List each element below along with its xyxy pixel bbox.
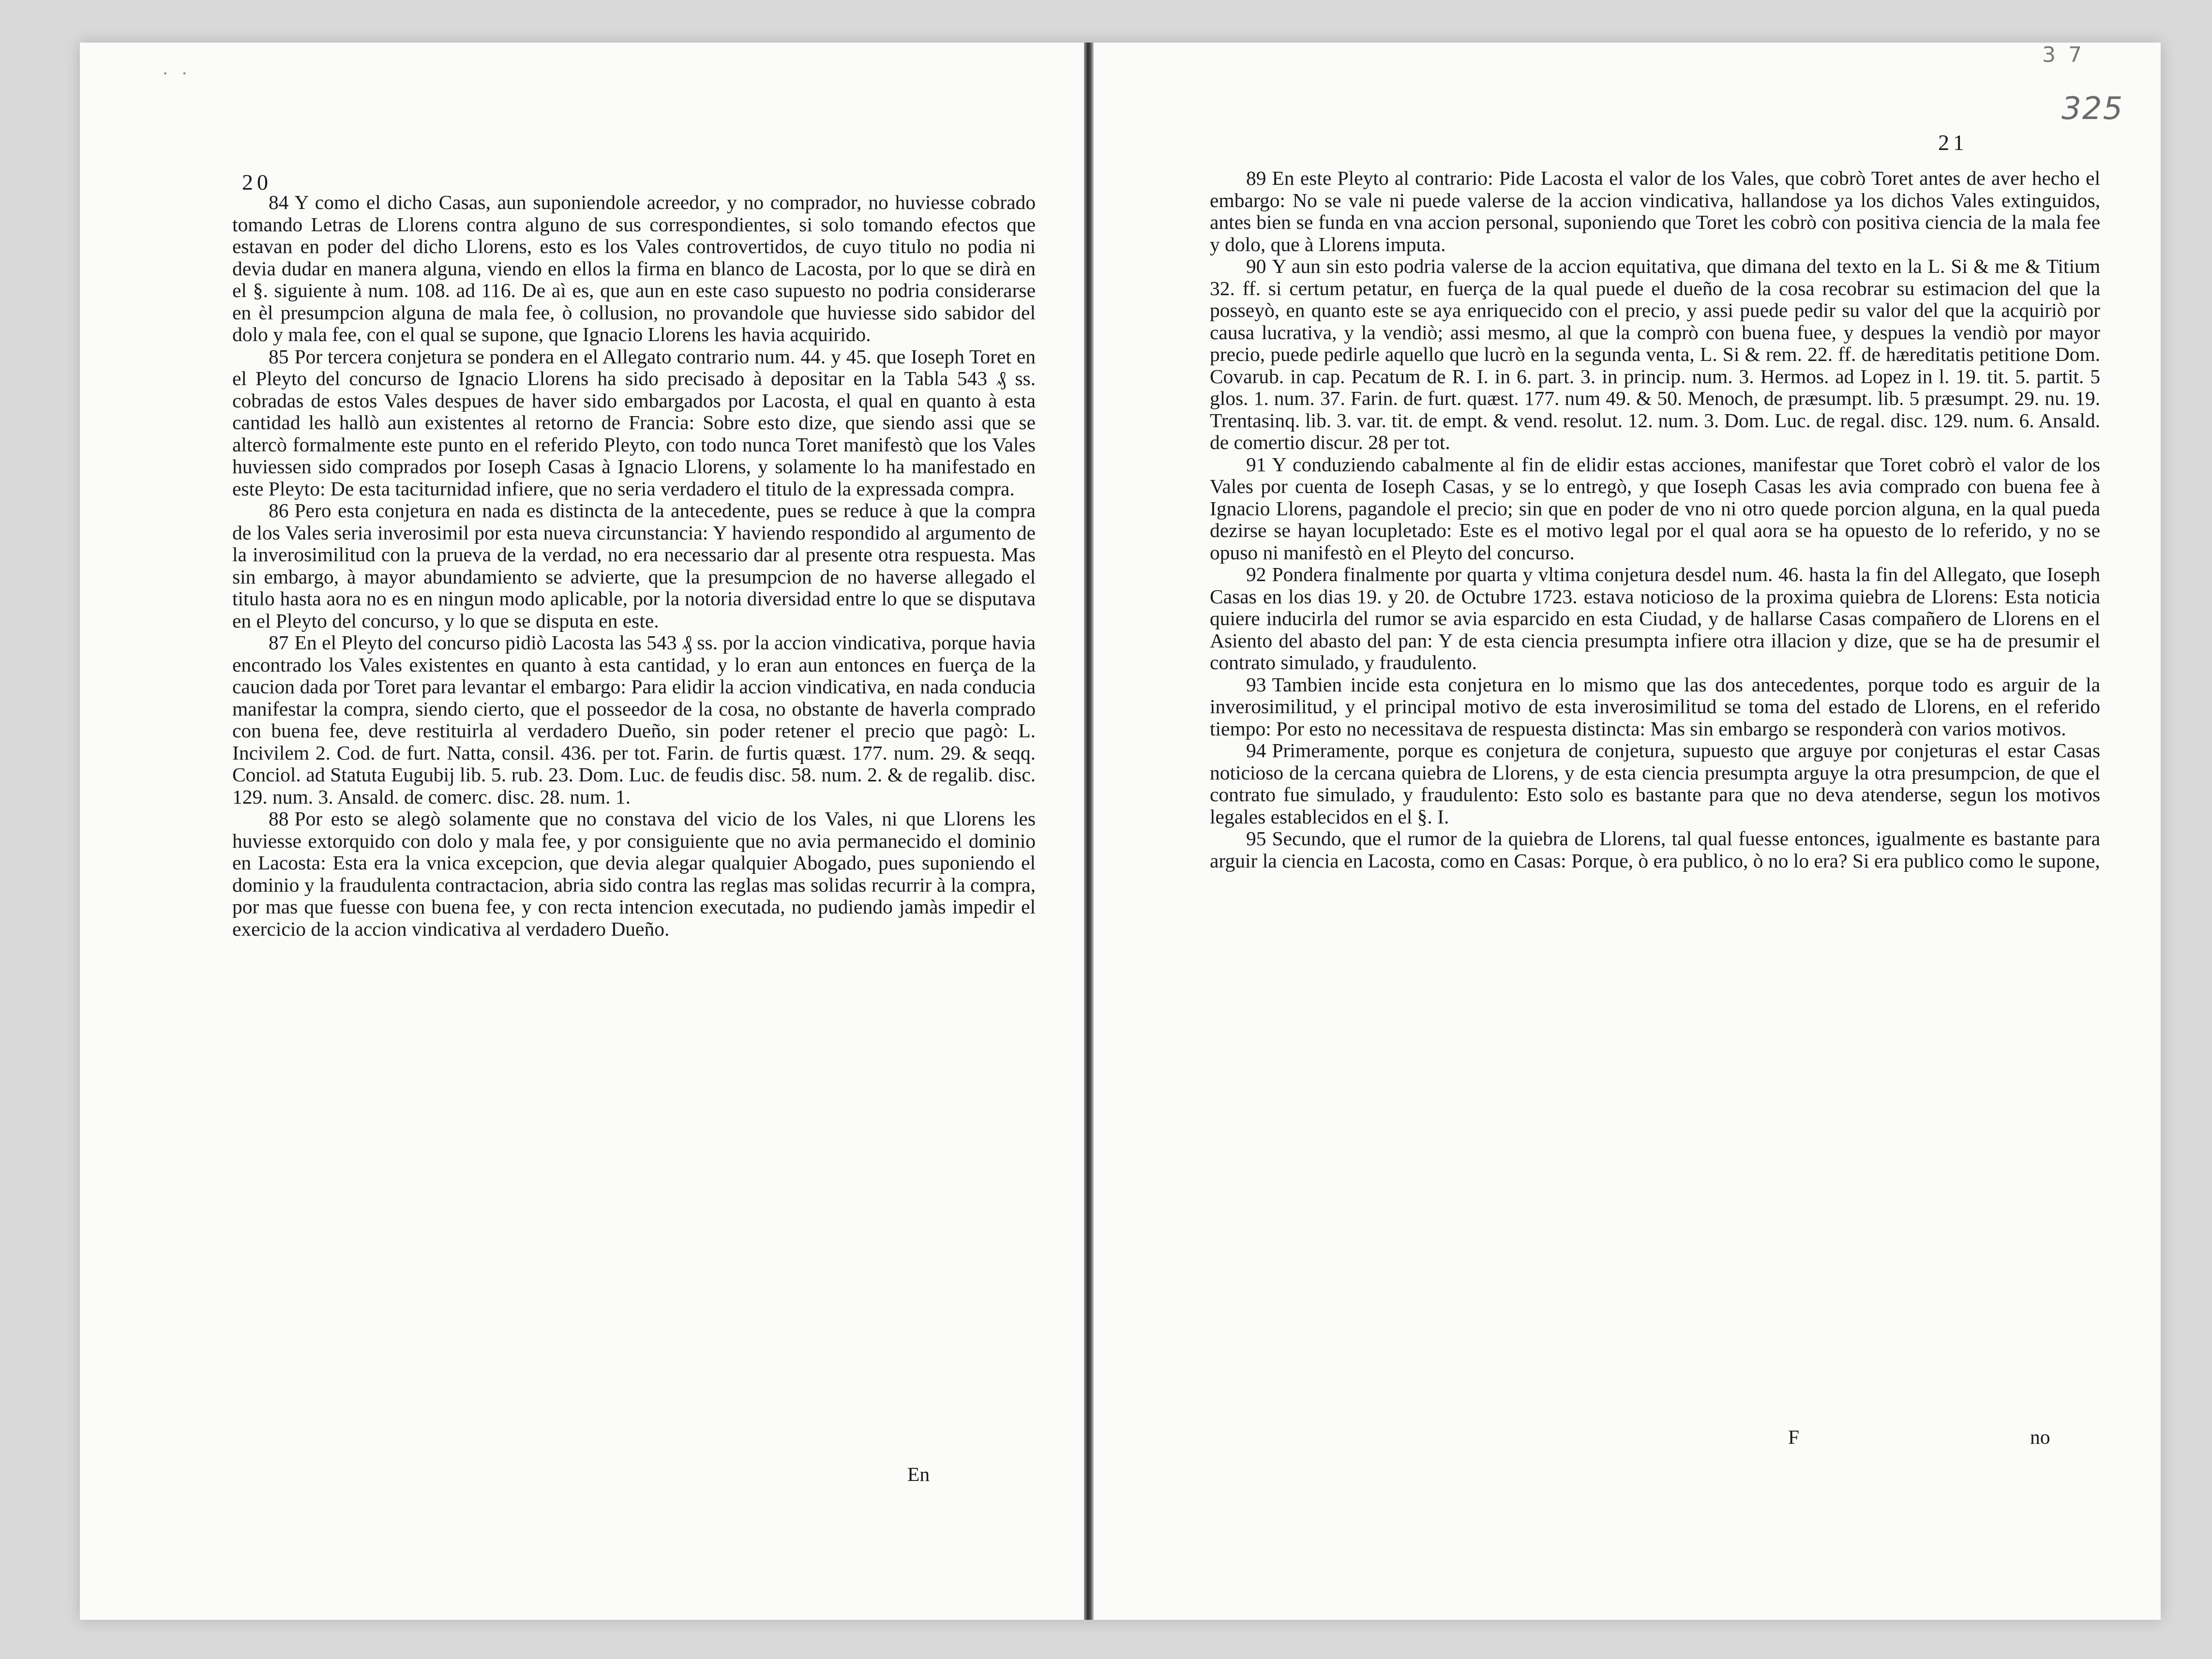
paragraph-number: 93 <box>1246 673 1266 696</box>
left-page-text <box>232 192 1036 940</box>
paragraph-text: Tambien incide esta conjetura en lo mismo que las dos antecedentes, porque todo es arguir de la inverosimilitud, y el principal motivo de esta inverosimilitud se toma del estado de Llorens, en el referido tiempo: Por esto no necessitava de respuesta distincta: Mas sin embargo se responderà con varios motivos. <box>1210 673 2100 740</box>
page-number: 20 <box>242 170 272 194</box>
paragraph <box>1210 740 2100 828</box>
paragraph-number: 92 <box>1246 563 1266 585</box>
paragraph-number: 87 <box>269 631 289 654</box>
catchword: En <box>907 1463 930 1485</box>
paragraph-number: 86 <box>269 499 289 522</box>
paragraph-text: Pondera finalmente por quarta y vltima conjetura desdel num. 46. hasta la fin del Allegato, que Ioseph Casas en los dias 19. y 20. de Octubre 1723. estava noticioso de la proxima quiebra de Llorens: Esta noticia quiere inducirla del rumor se avia esparcido en esta Ciudad, y de hallarse Casas compañero de Llorens en el Asiento del abasto del pan: Y de esta ciencia presumpta infiere otra illacion y dize, que se ha de presumir el contrato simulado, y fraudulento. <box>1210 563 2100 673</box>
corner-mark: · · <box>162 62 192 84</box>
paragraph-number: 95 <box>1246 827 1266 850</box>
paragraph-text: Y conduziendo cabalmente al fin de elidir estas acciones, manifestar que Toret cobrò el valor de los Vales por cuenta de Ioseph Casas, y se lo entregò, y que Ioseph Casas les avia comprado con buena fee à Ignacio Llorens, pagandole el precio; sin que en poder de vno ni otro quede porcion alguna, en la qual pueda dezirse se hayan locupletado: Este es el motivo legal por el qual aora se ha opuesto de lo referido, y no se opuso ni manifestò en el Pleyto del concurso. <box>1210 453 2100 564</box>
paragraph-text: En el Pleyto del concurso pidiò Lacosta las 543 ₰ ss. por la accion vindicativa, porque havia encontrado los Vales existentes en quanto à esta cantidad, y lo eran aun entonces en fuerça de la caucion dada por Toret para levantar el embargo: Para elidir la accion vindicativa, en nada conducia manifestar la compra, siendo cierto, que el posseedor de la cosa, no obstante de haverla comprado con buena fee, deve restituirla al verdadero Dueño, sin poder retener el precio que pagò: L. Incivilem 2. Cod. de furt. Natta, consil. 436. per tot. Farin. de furtis quæst. 177. num. 29. & seqq. Conciol. ad Statuta Eugubij lib. 5. rub. 23. Dom. Luc. de feudis disc. 58. num. 2. & de regalib. disc. 129. num. 3. Ansald. de comerc. disc. 28. num. 1. <box>232 631 1036 808</box>
paragraph <box>1210 167 2100 255</box>
paragraph-text: En este Pleyto al contrario: Pide Lacosta el valor de los Vales, que cobrò Toret antes de aver hecho el embargo: No se vale ni puede valerse de la accion vindicativa, hallandose ya los dichos Vales extinguidos, antes bien se funda en vna accion personal, suponiendo que Toret les cobrò con positiva ciencia de la mala fee y dolo, que à Llorens imputa. <box>1210 167 2100 255</box>
paragraph <box>1210 564 2100 674</box>
paragraph <box>232 192 1036 346</box>
paragraph-number: 89 <box>1246 167 1266 189</box>
document-spread <box>80 43 2161 1620</box>
paragraph-text: Por esto se alegò solamente que no constava del vicio de los Vales, ni que Llorens les huviesse extorquido con dolo y mala fee, y por consiguiente que no avia permanecido el dominio en Lacosta: Esta era la vnica excepcion, que devia alegar qualquier Abogado, pues suponiendo el dominio y la fraudulenta contractacion, abria sido contra las reglas mas solidas recurrir à la compra, por mas que fuesse con buena fee, y con recta intencion executada, no pudiendo jamàs impedir el exercicio de la accion vindicativa al verdadero Dueño. <box>232 807 1036 940</box>
paragraph <box>1210 255 2100 454</box>
paragraph-text: Por tercera conjetura se pondera en el Allegato contrario num. 44. y 45. que Ioseph Toret en el Pleyto del concurso de Ignacio Llorens ha sido precisado à depositar en la Tabla 543 ₰ ss. cobradas de estos Vales despues de haver sido embargados por Lacosta, el qual en quanto à esta cantidad les hallò aun existentes al retorno de Francia: Sobre esto dize, que siendo assi que se altercò formalmente este punto en el referido Pleyto, con todo nunca Toret manifestò que los Vales huviessen sido comprados por Ioseph Casas à Ignacio Llorens, y solamente lo ha manifestado en este Pleyto: De esta taciturnidad infiere, que no seria verdadero el titulo de la expressada compra. <box>232 345 1036 500</box>
right-page <box>1094 43 2161 1620</box>
book-gutter <box>1084 43 1094 1620</box>
left-page <box>80 43 1084 1620</box>
paragraph <box>232 346 1036 500</box>
paragraph-number: 88 <box>269 807 289 830</box>
signature-mark: F <box>1788 1426 1800 1448</box>
paragraph-number: 94 <box>1246 739 1266 762</box>
paragraph <box>232 808 1036 940</box>
paragraph <box>1210 828 2100 872</box>
folio-number: 325 <box>2062 91 2124 127</box>
paragraph-text: Y como el dicho Casas, aun suponiendole acreedor, y no comprador, no huviesse cobrado tomando Letras de Llorens contra alguno de sus correspondientes, si solo tomando efectos que estavan en poder del dicho Llorens, esto es los Vales controvertidos, de cuyo titulo no podia ni devia dudar en manera alguna, viendo en ellos la firma en blanco de Lacosta, por lo que se dirà en el §. siguiente à num. 108. ad 116. De aì es, que aun en este caso supuesto no podria considerarse en èl presumpcion alguna de mala fee, ò collusion, no provandole que huviesse sido sabidor del dolo y mala fee, con el qual se supone, que Ignacio Llorens les havia acquirido. <box>232 191 1036 345</box>
paragraph-number: 90 <box>1246 255 1266 277</box>
folio-top-mark: 3 7 <box>2042 43 2085 67</box>
paragraph-text: Primeramente, porque es conjetura de conjetura, supuesto que arguye por conjeturas el estar Casas noticioso de la cercana quiebra de Llorens, y de esta ciencia presumpta arguye la otra presumpcion, de que el contrato fue simulado, y fraudulento: Esto solo es bastante para que no deva atenderse, segun los motivos legales establecidos en el §. I. <box>1210 739 2100 828</box>
paragraph-text: Pero esta conjetura en nada es distincta de la antecedente, pues se reduce à que la compra de los Vales seria inverosimil por esta nueva circunstancia: Y haviendo respondido al argumento de la inverosimilitud con la prueva de la verdad, no era necessario dar al presente otra respuesta. Mas sin embargo, à mayor abundamiento se advierte, que la presumpcion de no haverse allegado el titulo hasta aora no es en ningun modo aplicable, por la notoria diversidad entre lo que se disputava en el Pleyto del concurso, y lo que se disputa en este. <box>232 499 1036 632</box>
paragraph <box>1210 674 2100 740</box>
paragraph <box>1210 454 2100 564</box>
paragraph <box>232 500 1036 632</box>
paragraph <box>232 632 1036 808</box>
right-page-text <box>1210 167 2100 872</box>
paragraph-text: Y aun sin esto podria valerse de la accion equitativa, que dimana del texto en la L. Si & me & Titium 32. ff. si certum petatur, en fuerça de la qual puede el dueño de la cosa recobrar su estimacion del que la posseyò, en quanto este se aya enriquecido con el precio, y assi puede pedir su valor del que la acquiriò por causa lucrativa, y la vendiò; assi mesmo, al que la comprò con buena fuee, y despues la vendiò por mayor precio, puede pedirle aquello que lucrò en la segunda venta, L. Si & rem. 22. ff. de hæreditatis petitione Dom. Covarub. in cap. Pecatum de R. I. in 6. part. 3. in princip. num. 3. Hermos. ad Lopez in l. 19. tit. 5. partit. 5 glos. 1. num. 37. Farin. de furt. quæst. 177. num 49. & 50. Menoch, de præsumpt. lib. 5 præsumpt. 29. nu. 19. Trentasinq. lib. 3. var. tit. de empt. & vend. resolut. 12. num. 3. Dom. Luc. de regal. disc. 129. num. 6. Ansald. de comertio discur. 28 per tot. <box>1210 255 2100 453</box>
paragraph-number: 84 <box>269 191 289 213</box>
paragraph-number: 85 <box>269 345 289 368</box>
paragraph-text: Secundo, que el rumor de la quiebra de Llorens, tal qual fuesse entonces, igualmente es bastante para arguir la ciencia en Lacosta, como en Casas: Porque, ò era publico, ò no lo era? Si era publico como le supone, <box>1210 827 2100 872</box>
paragraph-number: 91 <box>1246 453 1266 476</box>
catchword: no <box>2030 1426 2050 1448</box>
page-number: 21 <box>1938 130 1968 155</box>
